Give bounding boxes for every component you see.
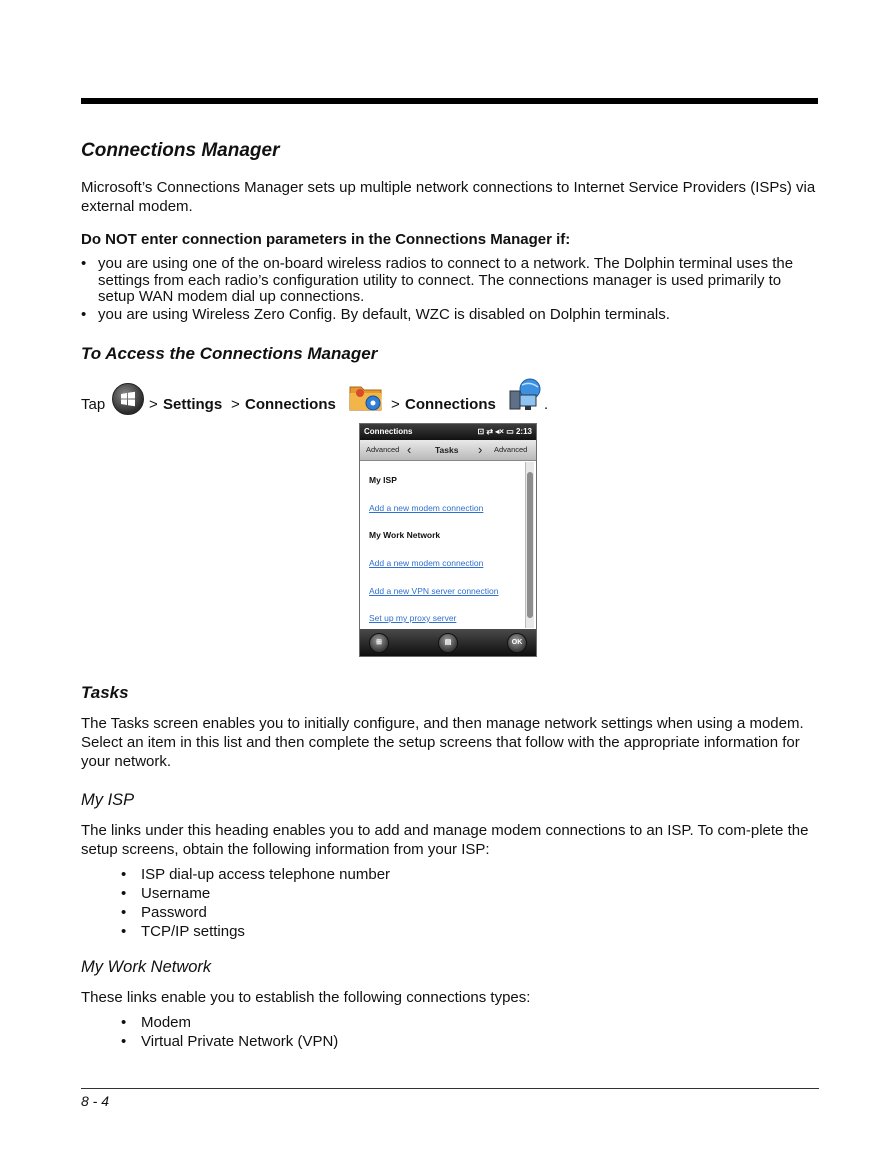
keyboard-icon: ▤: [438, 633, 458, 653]
myisp-heading: My ISP: [81, 791, 135, 809]
windows-start-icon: ⊞: [369, 633, 389, 653]
intro-paragraph: Microsoft’s Connections Manager sets up multiple network connections to Internet Service Providers (ISPs) via external modem.: [81, 179, 816, 215]
tab-tasks: Tasks: [435, 445, 459, 455]
list-item: My ISP: [369, 475, 397, 485]
isp-info-list: [121, 865, 390, 941]
myisp-paragraph: The links under this heading enables you to add and manage modem connections to an ISP. To com-plete the setup screens, obtain the following information from your ISP:: [81, 822, 809, 858]
phone-bottom-bar: [360, 629, 536, 656]
separator: >: [149, 396, 158, 413]
phone-task-list: [360, 461, 525, 629]
list-item: • you are using one of the on-board wireless radios to connect to a network. The Dolphin terminal uses the settings from each radio’s configuration utility to connect. The connections manager is used primarily to setup WAN modem dial up connections.: [81, 256, 816, 306]
tab-advanced-left: Advanced: [366, 445, 400, 454]
tap-text: Tap: [81, 396, 106, 413]
warning-heading: Do NOT enter connection parameters in the Connections Manager if:: [81, 231, 571, 248]
phone-scrollbar: [525, 462, 534, 628]
chevron-right-icon: ›: [478, 442, 483, 457]
list-item: Set up my proxy server: [369, 613, 457, 623]
mywork-paragraph: These links enable you to establish the following connections types:: [81, 989, 531, 1006]
list-item: • you are using Wireless Zero Config. By default, WZC is disabled on Dolphin terminals.: [81, 307, 816, 324]
connection-types-list: [121, 1013, 338, 1051]
phone-status-icons: ⊡ ⇄ ◂× ▭ 2:13: [477, 427, 532, 436]
connections-path-label-2: Connections: [405, 396, 496, 413]
list-item: • Modem: [121, 1013, 338, 1032]
connections-path-label: Connections: [245, 396, 336, 413]
list-item: My Work Network: [369, 530, 441, 540]
access-path: [81, 396, 561, 416]
list-item: Add a new modem connection: [369, 558, 484, 568]
connections-screenshot: [359, 423, 537, 657]
top-rule: [81, 98, 818, 104]
list-item: • ISP dial-up access telephone number: [121, 865, 390, 884]
access-heading: To Access the Connections Manager: [81, 344, 378, 363]
list-item: • Virtual Private Network (VPN): [121, 1032, 338, 1051]
separator: >: [231, 396, 240, 413]
period: .: [544, 396, 549, 413]
tab-advanced-right: Advanced: [494, 445, 528, 454]
settings-path-label: Settings: [163, 396, 223, 413]
section-title-connections-manager: Connections Manager: [81, 140, 280, 161]
list-item: Add a new VPN server connection: [369, 586, 499, 596]
page-number: 8 - 4: [81, 1093, 110, 1109]
phone-title: Connections: [364, 427, 413, 436]
phone-title-bar: [360, 424, 536, 440]
list-item: Add a new modem connection: [369, 503, 484, 513]
warning-list: [81, 256, 816, 323]
separator: >: [391, 396, 400, 413]
footer-rule: [81, 1088, 819, 1089]
phone-tab-bar: [360, 440, 536, 461]
tasks-heading: Tasks: [81, 683, 129, 702]
mywork-heading: My Work Network: [81, 958, 212, 976]
list-item: • Password: [121, 903, 390, 922]
list-item: • Username: [121, 884, 390, 903]
chevron-left-icon: ‹: [407, 442, 412, 457]
tasks-paragraph: The Tasks screen enables you to initially configure, and then manage network settings when using a modem. Select an item in this list and then complete the setup screens that follow with the appropriate information for your network.: [81, 715, 804, 770]
list-item: • TCP/IP settings: [121, 922, 390, 941]
ok-button: OK: [507, 633, 527, 653]
